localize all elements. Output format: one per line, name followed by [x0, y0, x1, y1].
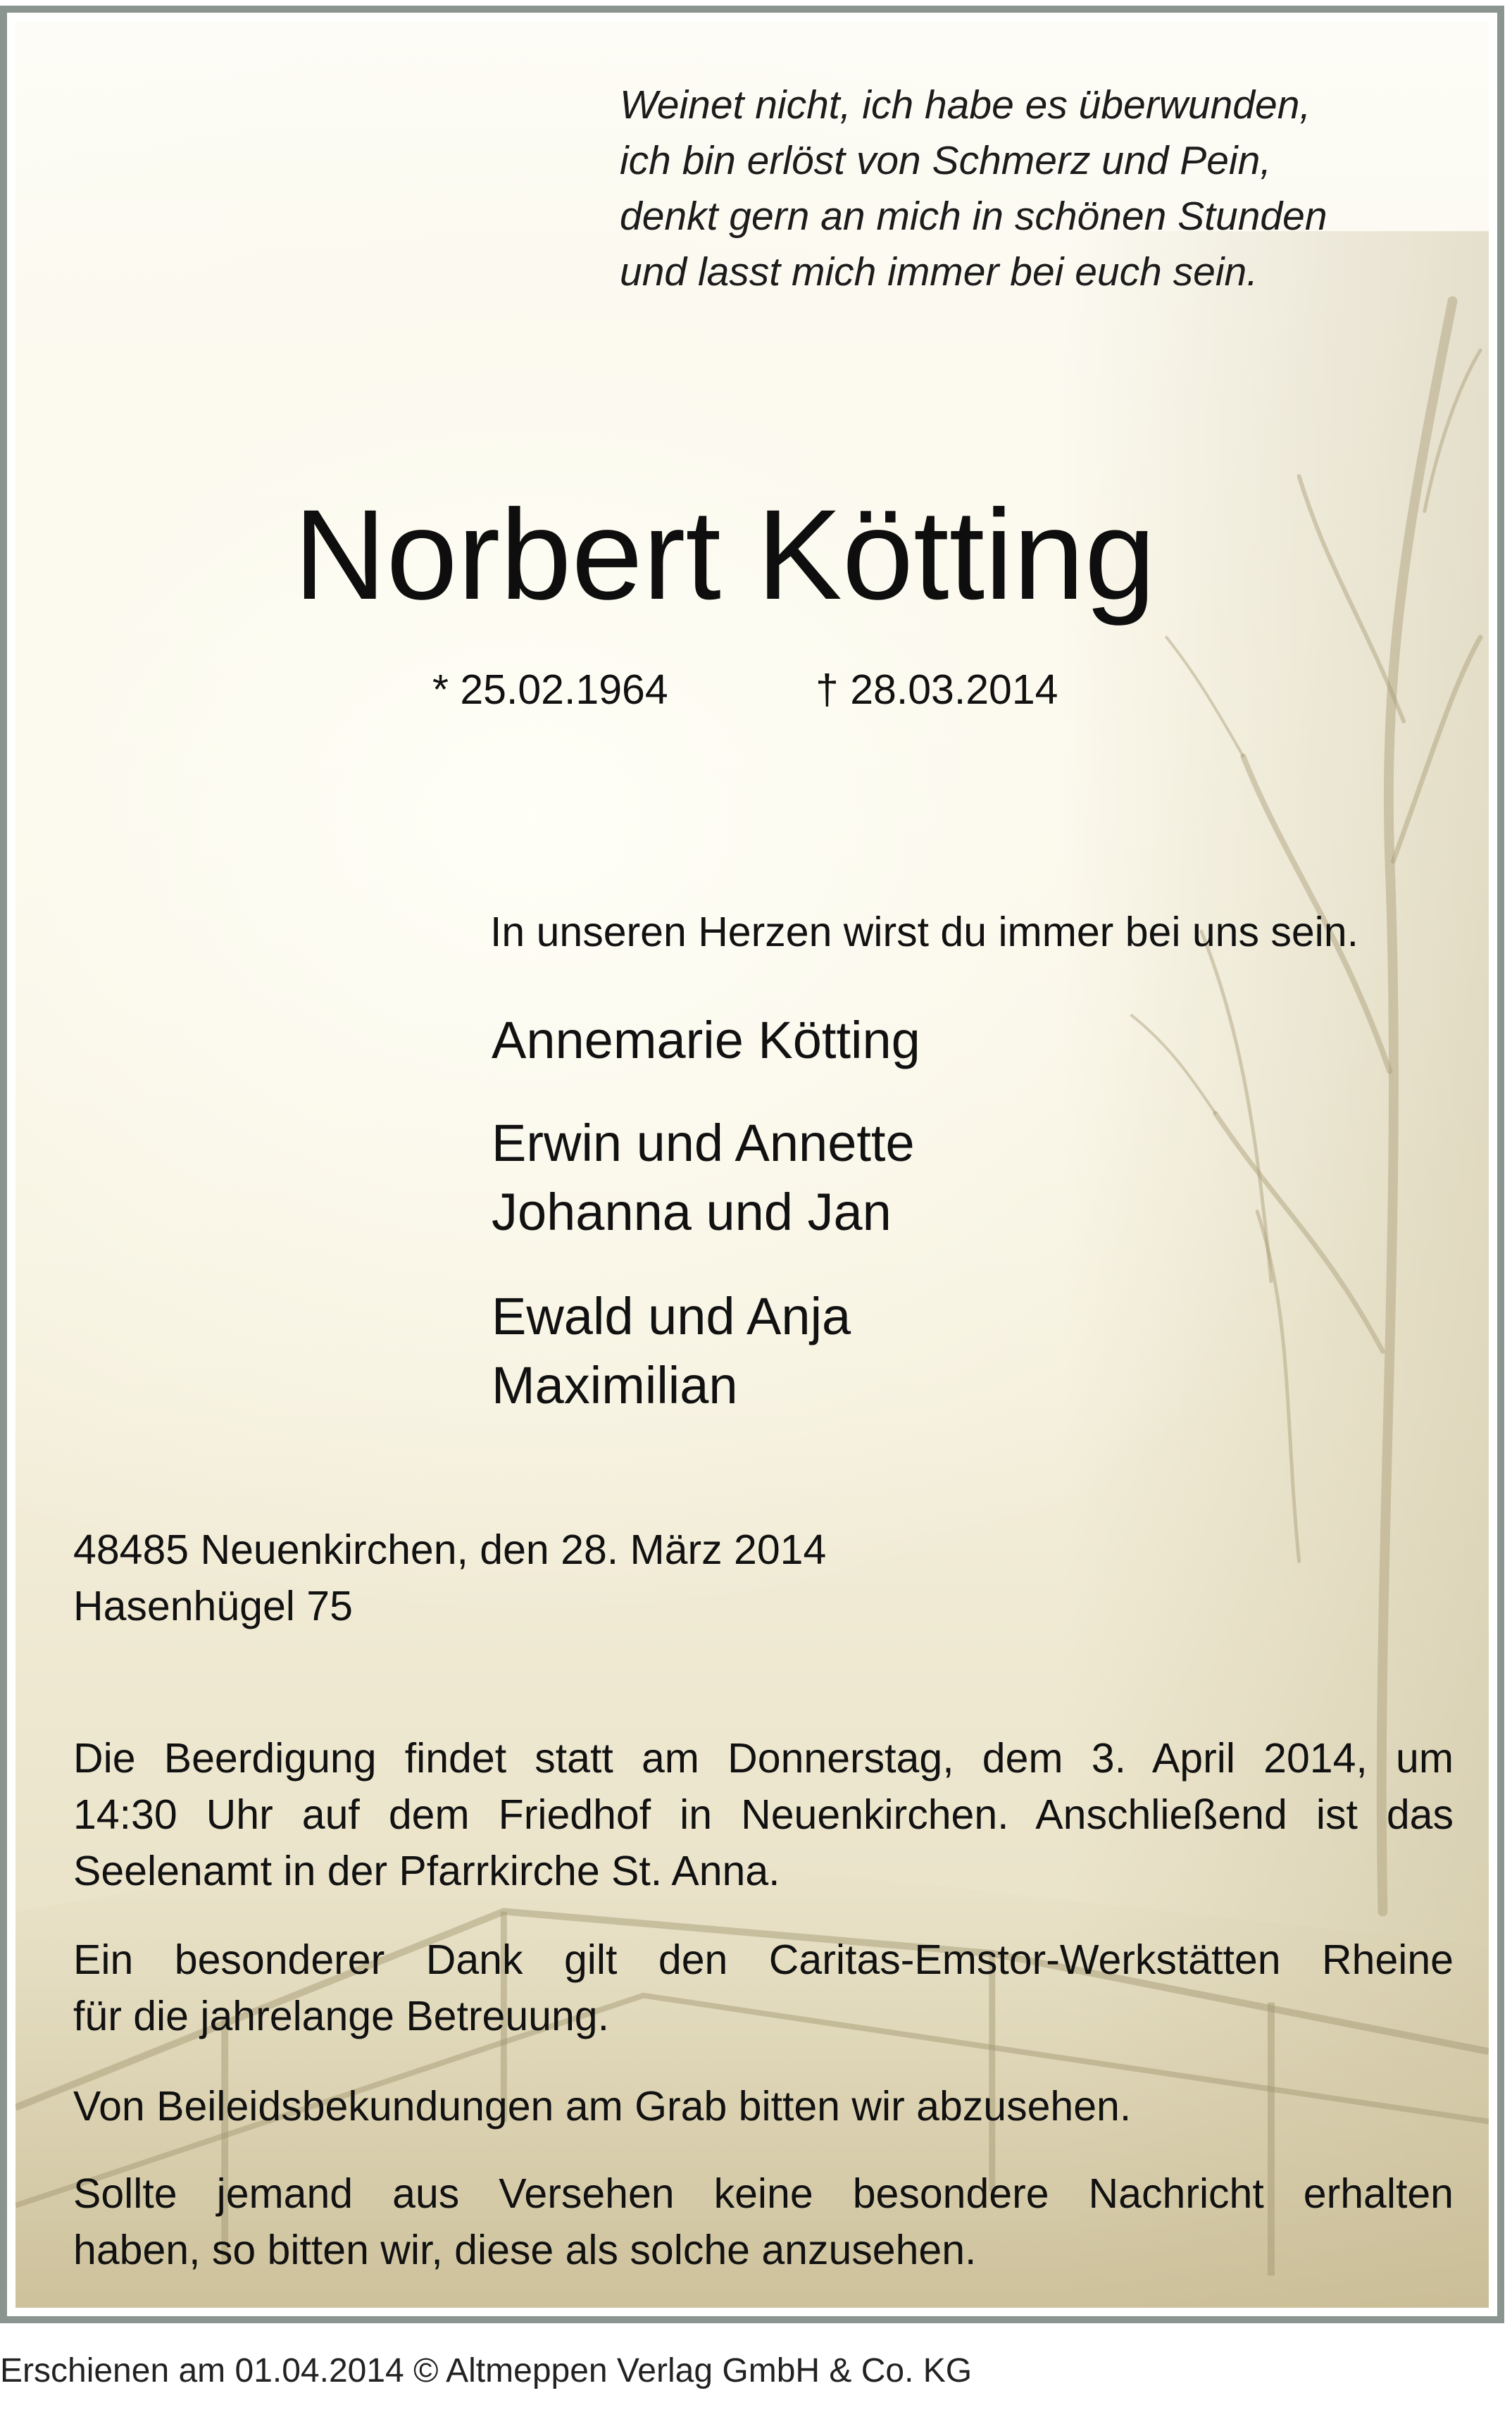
publication-footer: Erschienen am 01.04.2014 © Altmeppen Verlag GmbH & Co. KG — [0, 2352, 973, 2389]
motto: In unseren Herzen wirst du immer bei uns sein. — [490, 909, 1358, 955]
mourner-name: Erwin und Annette — [492, 1114, 915, 1172]
poem — [620, 77, 1327, 300]
death-date: † 28.03.2014 — [816, 666, 1058, 713]
paragraph-line: für die jahrelange Betreuung. — [73, 1993, 609, 2039]
deceased-name: Norbert Kötting — [294, 483, 1156, 626]
mourner-name: Maximilian — [492, 1356, 738, 1415]
poem-line: denkt gern an mich in schönen Stunden — [620, 194, 1327, 239]
thanks-paragraph — [73, 1932, 1454, 2044]
obituary-background — [15, 21, 1489, 2308]
condolences-paragraph — [73, 2078, 1454, 2134]
mourner-name: Johanna und Jan — [492, 1183, 892, 1241]
paragraph-line: Von Beileidsbekundungen am Grab bitten wir abzusehen. — [73, 2083, 1132, 2130]
funeral-paragraph — [73, 1730, 1454, 1899]
notice-paragraph — [73, 2165, 1454, 2278]
poem-line: ich bin erlöst von Schmerz und Pein, — [620, 138, 1272, 183]
birth-date: * 25.02.1964 — [432, 666, 668, 713]
poem-line: und lasst mich immer bei euch sein. — [620, 249, 1258, 294]
mourner-name: Ewald und Anja — [492, 1287, 851, 1345]
paragraph-line: haben, so bitten wir, diese als solche anzusehen. — [73, 2227, 977, 2273]
paragraph-line: 14:30 Uhr auf dem Friedhof in Neuenkirchen. Anschließend ist das — [73, 1791, 1454, 1838]
obituary-frame — [0, 6, 1504, 2323]
address-line: 48485 Neuenkirchen, den 28. März 2014 — [73, 1527, 827, 1573]
paragraph-line: Ein besonderer Dank gilt den Caritas-Emstor-Werkstätten Rheine — [73, 1937, 1454, 1983]
paragraph-line: Seelenamt in der Pfarrkirche St. Anna. — [73, 1848, 780, 1894]
address-line: Hasenhügel 75 — [73, 1583, 353, 1629]
paragraph-line: Sollte jemand aus Versehen keine besondere Nachricht erhalten — [73, 2170, 1454, 2217]
poem-line: Weinet nicht, ich habe es überwunden, — [620, 82, 1311, 128]
paragraph-line: Die Beerdigung findet statt am Donnerstag, dem 3. April 2014, um — [73, 1735, 1454, 1782]
mourner-name: Annemarie Kötting — [492, 1011, 920, 1069]
address-block — [73, 1522, 826, 1634]
